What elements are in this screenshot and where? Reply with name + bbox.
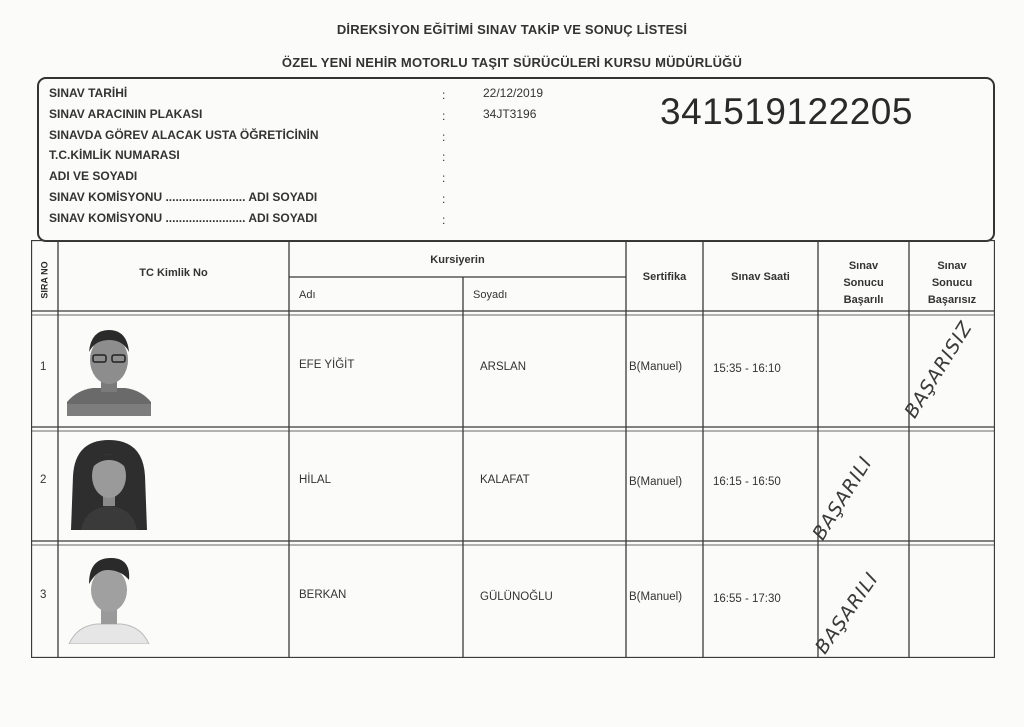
info-label-exam-date: SINAV TARİHİ <box>49 86 128 100</box>
row-3-soyadi: GÜLÜNOĞLU <box>480 591 553 603</box>
header-basarili: Sınav Sonucu Başarılı <box>843 260 884 306</box>
document-subtitle: ÖZEL YENİ NEHİR MOTORLU TAŞIT SÜRÜCÜLERİ KURSU MÜDÜRLÜĞÜ <box>281 55 743 70</box>
document-title: DİREKSİYON EĞİTİMİ SINAV TAKİP VE SONUÇ LİSTESİ <box>336 22 688 37</box>
row-1-soyadi: ARSLAN <box>480 361 527 373</box>
header-basarisiz: Sınav Sonucu Başarısız <box>927 260 977 306</box>
row-3-no: 3 <box>40 589 47 601</box>
info-label-vehicle-plate: SINAV ARACININ PLAKASI <box>49 107 203 121</box>
colon: : <box>442 150 446 164</box>
student-photo <box>67 436 151 530</box>
info-label-commission-2: SINAV KOMİSYONU ........................ ADI SOYADI <box>49 211 318 225</box>
header-soyadi: Soyadı <box>473 289 508 301</box>
info-value-vehicle-plate: 34JT3196 <box>483 107 537 121</box>
row-2-result-basarili: BAŞARILI <box>808 452 877 544</box>
colon: : <box>442 192 446 206</box>
row-2-saat: 16:15 - 16:50 <box>713 476 781 488</box>
info-label-instructor: SINAVDA GÖREV ALACAK USTA ÖĞRETİCİNİN <box>49 128 319 142</box>
header-sira-no: SIRA NO <box>40 261 51 299</box>
exam-results-table <box>31 240 995 658</box>
colon: : <box>442 88 446 102</box>
header-tc-kimlik: TC Kimlik No <box>139 267 208 279</box>
header-kursiyerin: Kursiyerin <box>430 254 485 266</box>
student-photo <box>67 322 151 416</box>
row-3-result-basarili: BAŞARILI <box>810 568 883 658</box>
info-label-name: ADI VE SOYADI <box>49 169 138 183</box>
row-1-no: 1 <box>40 361 47 373</box>
info-label-tc-number: T.C.KİMLİK NUMARASI <box>49 148 180 162</box>
exam-group-number: 341519122205 <box>660 91 913 132</box>
row-3-sertifika: B(Manuel) <box>629 591 683 603</box>
colon: : <box>442 213 446 227</box>
colon: : <box>442 130 446 144</box>
row-2-adi: HİLAL <box>299 474 331 486</box>
info-label-commission-1: SINAV KOMİSYONU ........................ ADI SOYADI <box>49 190 318 204</box>
row-2-sertifika: B(Manuel) <box>629 476 683 488</box>
student-photo <box>67 550 151 644</box>
info-value-exam-date: 22/12/2019 <box>483 86 544 100</box>
row-3-adi: BERKAN <box>299 589 347 601</box>
row-2-no: 2 <box>40 474 47 486</box>
header-sinav-saati: Sınav Saati <box>731 271 790 283</box>
header-sertifika: Sertifika <box>642 271 687 283</box>
row-1-result-basarisiz: BAŞARISIZ <box>900 317 978 422</box>
row-1-adi: EFE YİĞİT <box>299 359 355 371</box>
row-3-saat: 16:55 - 17:30 <box>713 593 781 605</box>
row-2-soyadi: KALAFAT <box>480 474 530 486</box>
header-adi: Adı <box>299 289 316 301</box>
colon: : <box>442 171 446 185</box>
row-1-sertifika: B(Manuel) <box>629 361 683 373</box>
colon: : <box>442 109 446 123</box>
exam-info-box <box>37 77 995 242</box>
row-1-saat: 15:35 - 16:10 <box>713 363 781 375</box>
